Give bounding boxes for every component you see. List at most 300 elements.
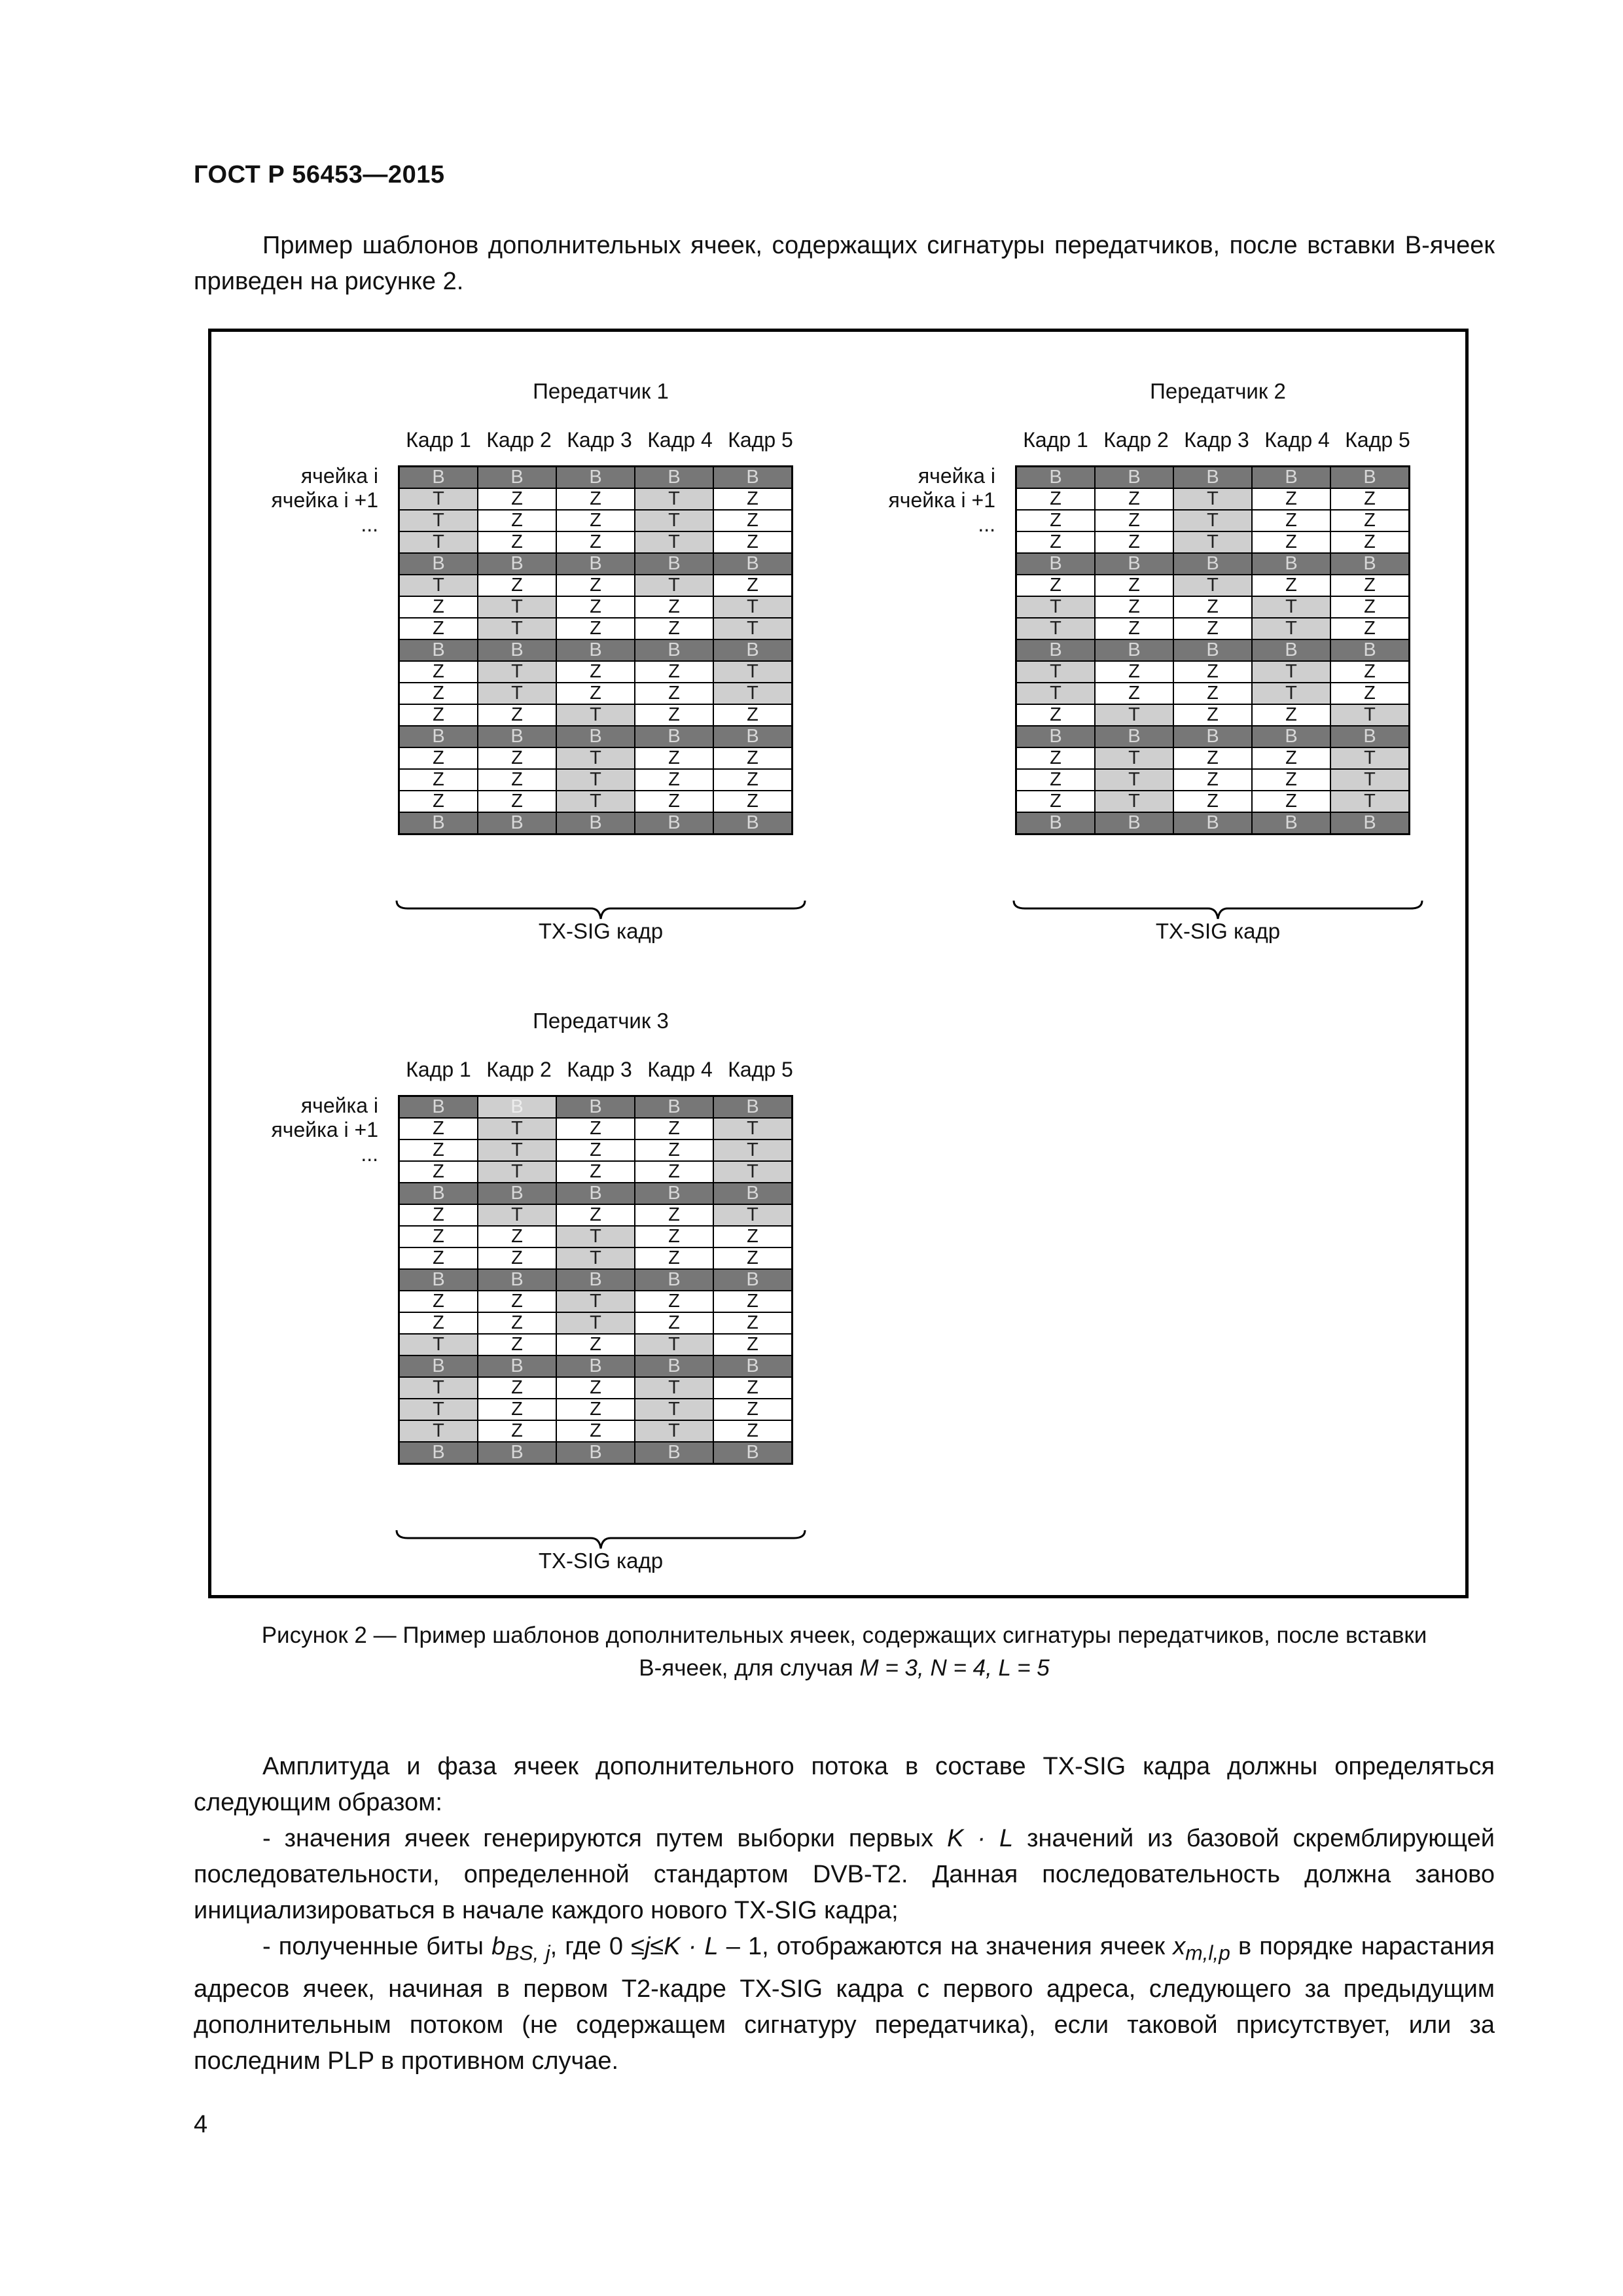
grid-cell: T <box>635 488 713 510</box>
grid-cell: Z <box>1095 531 1173 553</box>
grid-row <box>399 791 793 812</box>
grid-cell: T <box>1173 575 1252 596</box>
grid-cell: Z <box>478 1377 556 1399</box>
grid-cell: B <box>1016 553 1096 575</box>
grid-cell: Z <box>399 1312 478 1334</box>
row-label: ячейка i <box>918 464 995 488</box>
grid-cell: B <box>399 1355 478 1377</box>
grid-cell: Z <box>1173 704 1252 726</box>
figure-caption <box>194 1619 1495 1685</box>
grid-row <box>399 1269 793 1291</box>
grid-cell: T <box>635 510 713 531</box>
grid-row <box>399 531 793 553</box>
grid-cell: Z <box>635 747 713 769</box>
grid-cell: Z <box>556 1399 635 1420</box>
grid-cell: B <box>1173 467 1252 489</box>
row-label: ячейка i <box>300 1094 378 1117</box>
grid-row <box>1016 467 1410 489</box>
grid-row <box>399 769 793 791</box>
grid-cell: B <box>399 726 478 747</box>
grid-cell: Z <box>713 1291 793 1312</box>
grid-cell: Z <box>1016 510 1096 531</box>
grid-cell: Z <box>478 1420 556 1442</box>
grid-cell: T <box>399 575 478 596</box>
grid-cell: B <box>399 553 478 575</box>
grid-cell: B <box>478 1096 556 1119</box>
frame-label: Кадр 3 <box>567 1058 632 1081</box>
grid-cell: T <box>1095 791 1173 812</box>
grid-cell: B <box>713 553 793 575</box>
grid-cell: B <box>1016 812 1096 834</box>
grid-cell: Z <box>1330 618 1410 639</box>
grid-cell: Z <box>399 618 478 639</box>
grid-row <box>399 510 793 531</box>
grid-cell: Z <box>1016 704 1096 726</box>
grid-cell: T <box>713 1139 793 1161</box>
grid-cell: B <box>556 553 635 575</box>
grid-cell: B <box>713 1269 793 1291</box>
grid-cell: Z <box>1252 747 1330 769</box>
grid-cell: Z <box>1252 575 1330 596</box>
intro-paragraph <box>194 228 1495 300</box>
grid-cell: T <box>1173 531 1252 553</box>
grid-cell: B <box>556 467 635 489</box>
grid-cell: B <box>1095 639 1173 661</box>
grid-cell: B <box>478 1269 556 1291</box>
grid-cell: Z <box>556 1118 635 1139</box>
grid-row <box>1016 510 1410 531</box>
grid-cell: T <box>399 510 478 531</box>
grid-cell: B <box>1016 726 1096 747</box>
grid-cell: T <box>1252 618 1330 639</box>
grid-cell: Z <box>478 747 556 769</box>
grid-row <box>399 683 793 704</box>
grid-row <box>1016 488 1410 510</box>
grid-cell: B <box>478 1355 556 1377</box>
grid-cell: Z <box>399 1204 478 1226</box>
grid-cell: Z <box>478 510 556 531</box>
grid-row <box>399 1204 793 1226</box>
grid-cell: B <box>1252 553 1330 575</box>
caption-line-2: В-ячеек, для случая M = 3, N = 4, L = 5 <box>639 1655 1050 1681</box>
grid-cell: T <box>399 488 478 510</box>
grid-cell: Z <box>1016 575 1096 596</box>
grid-cell: Z <box>399 1226 478 1247</box>
grid-cell: Z <box>1330 683 1410 704</box>
grid-cell: B <box>399 639 478 661</box>
body-paragraph-1: Амплитуда и фаза ячеек дополнительного потока в составе TX-SIG кадра должны определяться следующим образом: <box>194 1753 1495 1816</box>
grid-cell: Z <box>635 1226 713 1247</box>
grid-cell: Z <box>399 596 478 618</box>
frame-label: Кадр 2 <box>486 1058 552 1081</box>
grid-cell: B <box>1330 553 1410 575</box>
grid-cell: Z <box>556 488 635 510</box>
grid-row <box>399 488 793 510</box>
grid-cell: Z <box>1095 575 1173 596</box>
grid-cell: Z <box>635 1291 713 1312</box>
grid-cell: B <box>713 726 793 747</box>
grid-cell: Z <box>399 704 478 726</box>
grid-cell: Z <box>1330 531 1410 553</box>
grid-row <box>399 1161 793 1183</box>
row-label: ... <box>361 1142 378 1166</box>
tx-sig-frame-label: TX-SIG кадр <box>538 1549 664 1573</box>
grid-cell: Z <box>1095 596 1173 618</box>
grid-cell: B <box>1173 812 1252 834</box>
grid-cell: T <box>635 1420 713 1442</box>
grid-cell: Z <box>556 1334 635 1355</box>
grid-cell: Z <box>1016 531 1096 553</box>
frame-label: Кадр 4 <box>1264 428 1330 452</box>
grid-cell: Z <box>556 510 635 531</box>
row-label: ячейка i +1 <box>271 1118 378 1141</box>
grid-cell: Z <box>635 791 713 812</box>
grid-cell: Z <box>1173 596 1252 618</box>
grid-cell: B <box>1330 812 1410 834</box>
transmitter-title: Передатчик 2 <box>1150 379 1286 403</box>
grid-cell: B <box>1330 467 1410 489</box>
grid-cell: Z <box>713 747 793 769</box>
grid-cell: B <box>635 1183 713 1204</box>
grid-row <box>399 1247 793 1269</box>
grid-row <box>1016 791 1410 812</box>
grid-cell: Z <box>1173 618 1252 639</box>
grid-cell: Z <box>556 1161 635 1183</box>
grid-cell: T <box>478 1204 556 1226</box>
grid-cell: Z <box>556 618 635 639</box>
cell-pattern-grid <box>398 465 793 835</box>
grid-row <box>1016 618 1410 639</box>
grid-row <box>399 661 793 683</box>
grid-cell: T <box>713 618 793 639</box>
grid-cell: Z <box>399 791 478 812</box>
frame-label: Кадр 1 <box>1023 428 1088 452</box>
grid-cell: Z <box>713 1420 793 1442</box>
grid-cell: Z <box>1095 618 1173 639</box>
grid-cell: Z <box>1173 747 1252 769</box>
grid-cell: Z <box>556 1420 635 1442</box>
frame-label: Кадр 4 <box>647 1058 713 1081</box>
grid-cell: T <box>399 1377 478 1399</box>
grid-cell: B <box>713 639 793 661</box>
grid-cell: T <box>556 1247 635 1269</box>
grid-cell: B <box>1252 726 1330 747</box>
grid-cell: T <box>478 596 556 618</box>
grid-row <box>1016 531 1410 553</box>
grid-cell: B <box>635 726 713 747</box>
grid-cell: T <box>556 769 635 791</box>
grid-cell: Z <box>478 704 556 726</box>
intro-text: Пример шаблонов дополнительных ячеек, содержащих сигнатуры передатчиков, после вставки В-ячеек приведен на рисунке 2. <box>194 232 1495 295</box>
grid-cell: T <box>1330 747 1410 769</box>
row-label: ячейка i +1 <box>271 488 378 512</box>
grid-cell: T <box>1330 769 1410 791</box>
grid-row <box>399 1312 793 1334</box>
grid-cell: T <box>1252 683 1330 704</box>
grid-cell: B <box>713 1442 793 1464</box>
grid-cell: B <box>478 812 556 834</box>
grid-cell: Z <box>635 769 713 791</box>
grid-cell: Z <box>1330 575 1410 596</box>
grid-cell: B <box>713 1355 793 1377</box>
grid-cell: Z <box>399 1161 478 1183</box>
grid-cell: Z <box>478 1312 556 1334</box>
grid-cell: B <box>1095 467 1173 489</box>
grid-row <box>399 1139 793 1161</box>
grid-row <box>399 704 793 726</box>
grid-row <box>1016 726 1410 747</box>
grid-cell: Z <box>399 661 478 683</box>
grid-cell: T <box>478 618 556 639</box>
grid-cell: Z <box>713 704 793 726</box>
grid-cell: T <box>1095 747 1173 769</box>
grid-row <box>399 639 793 661</box>
grid-cell: B <box>635 1442 713 1464</box>
grid-cell: Z <box>399 747 478 769</box>
grid-cell: Z <box>713 1226 793 1247</box>
grid-cell: T <box>1173 510 1252 531</box>
grid-cell: Z <box>1095 510 1173 531</box>
grid-cell: B <box>1173 639 1252 661</box>
grid-row <box>399 467 793 489</box>
grid-cell: B <box>1016 467 1096 489</box>
grid-cell: T <box>1016 683 1096 704</box>
grid-row <box>399 1118 793 1139</box>
grid-cell: Z <box>478 1247 556 1269</box>
grid-cell: B <box>635 812 713 834</box>
grid-row <box>1016 747 1410 769</box>
frame-label: Кадр 4 <box>647 428 713 452</box>
grid-cell: B <box>1173 553 1252 575</box>
grid-cell: B <box>1095 553 1173 575</box>
grid-cell: Z <box>713 488 793 510</box>
grid-row <box>399 575 793 596</box>
grid-cell: Z <box>1330 661 1410 683</box>
grid-cell: T <box>635 531 713 553</box>
grid-row <box>1016 812 1410 834</box>
grid-cell: T <box>713 1204 793 1226</box>
grid-cell: Z <box>635 618 713 639</box>
grid-cell: T <box>1252 596 1330 618</box>
grid-cell: Z <box>635 704 713 726</box>
grid-cell: Z <box>713 1312 793 1334</box>
grid-cell: Z <box>713 791 793 812</box>
grid-cell: T <box>1252 661 1330 683</box>
grid-row <box>1016 769 1410 791</box>
grid-cell: B <box>1016 639 1096 661</box>
grid-cell: B <box>556 1096 635 1119</box>
grid-cell: Z <box>399 1247 478 1269</box>
grid-cell: Z <box>1016 488 1096 510</box>
grid-cell: B <box>1252 639 1330 661</box>
grid-cell: B <box>713 812 793 834</box>
grid-cell: B <box>478 1183 556 1204</box>
grid-row <box>399 596 793 618</box>
grid-cell: B <box>1330 639 1410 661</box>
grid-row <box>399 747 793 769</box>
grid-cell: Z <box>713 510 793 531</box>
transmitter-title: Передатчик 1 <box>533 379 669 403</box>
grid-cell: Z <box>1016 791 1096 812</box>
grid-row <box>399 726 793 747</box>
grid-cell: T <box>1095 704 1173 726</box>
frame-label: Кадр 5 <box>728 1058 793 1081</box>
grid-cell: Z <box>1252 531 1330 553</box>
grid-cell: Z <box>713 1399 793 1420</box>
grid-cell: Z <box>713 531 793 553</box>
body-paragraph-3: - полученные биты $b_{BS, j}$, где 0 ≤j≤K · L – 1, отображаются на значения ячеек $x_{m,l,p}$ в порядке нарастания адресов ячеек, начиная в первом Т2-кадре TX-SIG кадра с первого адреса, следующего за предыдущим дополнительным потоком (не содержащем сигнатуру передатчика), если таковой присутствует, или за последним PLP в противном случае. <box>194 1933 1495 2075</box>
grid-cell: Z <box>478 531 556 553</box>
row-label: ... <box>361 512 378 536</box>
grid-cell: Z <box>1016 747 1096 769</box>
caption-line-1: Рисунок 2 — Пример шаблонов дополнительных ячеек, содержащих сигнатуры передатчиков, после вставки <box>261 1623 1427 1648</box>
row-label: ... <box>978 512 995 536</box>
grid-cell: Z <box>635 1118 713 1139</box>
grid-cell: T <box>556 1226 635 1247</box>
grid-cell: Z <box>556 683 635 704</box>
grid-cell: Z <box>399 683 478 704</box>
grid-cell: Z <box>556 661 635 683</box>
frame-label: Кадр 2 <box>486 428 552 452</box>
grid-cell: Z <box>1173 791 1252 812</box>
grid-cell: B <box>635 1269 713 1291</box>
grid-cell: Z <box>713 575 793 596</box>
grid-cell: B <box>478 467 556 489</box>
grid-row <box>1016 661 1410 683</box>
frame-label: Кадр 2 <box>1103 428 1169 452</box>
grid-cell: B <box>713 1183 793 1204</box>
grid-row <box>1016 553 1410 575</box>
grid-cell: T <box>635 1399 713 1420</box>
grid-cell: B <box>1330 726 1410 747</box>
row-labels <box>228 464 378 537</box>
body-paragraph-2: - значения ячеек генерируются путем выборки первых K · L значений из базовой скремблирующей последовательности, определенной стандартом DVB-T2. Данная последовательность должна заново инициализироваться в начале каждого нового TX-SIG кадра; <box>194 1825 1495 1924</box>
grid-row <box>399 1442 793 1464</box>
grid-cell: Z <box>1095 683 1173 704</box>
grid-cell: T <box>478 1139 556 1161</box>
grid-cell: B <box>635 639 713 661</box>
cell-pattern-grid <box>1015 465 1410 835</box>
grid-cell: Z <box>1016 769 1096 791</box>
grid-cell: Z <box>556 1377 635 1399</box>
frame-label: Кадр 5 <box>1345 428 1410 452</box>
grid-cell: Z <box>713 1247 793 1269</box>
grid-cell: T <box>478 683 556 704</box>
grid-row <box>399 553 793 575</box>
grid-row <box>399 1096 793 1119</box>
grid-cell: Z <box>713 1334 793 1355</box>
grid-cell: T <box>556 747 635 769</box>
grid-cell: T <box>1330 704 1410 726</box>
grid-cell: T <box>1016 618 1096 639</box>
grid-cell: T <box>399 1420 478 1442</box>
grid-cell: Z <box>1330 510 1410 531</box>
grid-cell: B <box>399 812 478 834</box>
grid-cell: B <box>399 1096 478 1119</box>
grid-cell: Z <box>1252 510 1330 531</box>
grid-cell: B <box>1252 467 1330 489</box>
grid-cell: T <box>1173 488 1252 510</box>
grid-cell: B <box>635 467 713 489</box>
grid-cell: B <box>478 726 556 747</box>
caption-params: M = 3, N = 4, L = 5 <box>859 1655 1050 1681</box>
grid-cell: Z <box>635 1204 713 1226</box>
grid-cell: T <box>478 1161 556 1183</box>
grid-cell: Z <box>635 1247 713 1269</box>
grid-cell: Z <box>399 769 478 791</box>
grid-cell: T <box>556 791 635 812</box>
grid-cell: T <box>1330 791 1410 812</box>
grid-row <box>399 1291 793 1312</box>
grid-cell: Z <box>1173 661 1252 683</box>
row-label: ячейка i +1 <box>888 488 995 512</box>
grid-row <box>399 1399 793 1420</box>
grid-row <box>1016 639 1410 661</box>
grid-cell: Z <box>635 596 713 618</box>
grid-cell: B <box>399 1269 478 1291</box>
frame-label: Кадр 1 <box>406 428 471 452</box>
grid-cell: T <box>478 661 556 683</box>
grid-cell: Z <box>399 1291 478 1312</box>
grid-cell: Z <box>1330 488 1410 510</box>
grid-cell: Z <box>1252 769 1330 791</box>
grid-cell: B <box>556 1269 635 1291</box>
grid-cell: Z <box>635 1161 713 1183</box>
grid-cell: Z <box>556 575 635 596</box>
grid-cell: T <box>399 1334 478 1355</box>
frame-label: Кадр 3 <box>567 428 632 452</box>
grid-cell: T <box>635 1377 713 1399</box>
grid-cell: T <box>1016 596 1096 618</box>
grid-cell: T <box>713 683 793 704</box>
grid-cell: T <box>635 1334 713 1355</box>
grid-cell: Z <box>478 488 556 510</box>
grid-cell: T <box>713 596 793 618</box>
grid-row <box>399 1226 793 1247</box>
grid-cell: Z <box>556 1139 635 1161</box>
grid-cell: Z <box>478 1226 556 1247</box>
grid-cell: B <box>1252 812 1330 834</box>
grid-cell: T <box>556 1312 635 1334</box>
grid-row <box>1016 683 1410 704</box>
grid-cell: Z <box>635 661 713 683</box>
grid-row <box>399 1183 793 1204</box>
grid-cell: Z <box>1095 661 1173 683</box>
grid-cell: B <box>713 1096 793 1119</box>
grid-cell: T <box>713 661 793 683</box>
grid-row <box>399 618 793 639</box>
grid-cell: Z <box>478 769 556 791</box>
grid-row <box>1016 575 1410 596</box>
grid-cell: B <box>635 1355 713 1377</box>
grid-cell: Z <box>478 1334 556 1355</box>
grid-cell: T <box>399 1399 478 1420</box>
grid-cell: B <box>556 639 635 661</box>
grid-cell: T <box>399 531 478 553</box>
grid-cell: B <box>635 1096 713 1119</box>
grid-cell: B <box>478 639 556 661</box>
grid-cell: B <box>478 1442 556 1464</box>
grid-row <box>399 1334 793 1355</box>
grid-cell: B <box>556 726 635 747</box>
cell-pattern-grid <box>398 1095 793 1465</box>
grid-cell: Z <box>556 596 635 618</box>
grid-cell: T <box>635 575 713 596</box>
grid-cell: T <box>556 704 635 726</box>
grid-cell: Z <box>1252 791 1330 812</box>
grid-cell: Z <box>478 1399 556 1420</box>
grid-cell: T <box>1016 661 1096 683</box>
